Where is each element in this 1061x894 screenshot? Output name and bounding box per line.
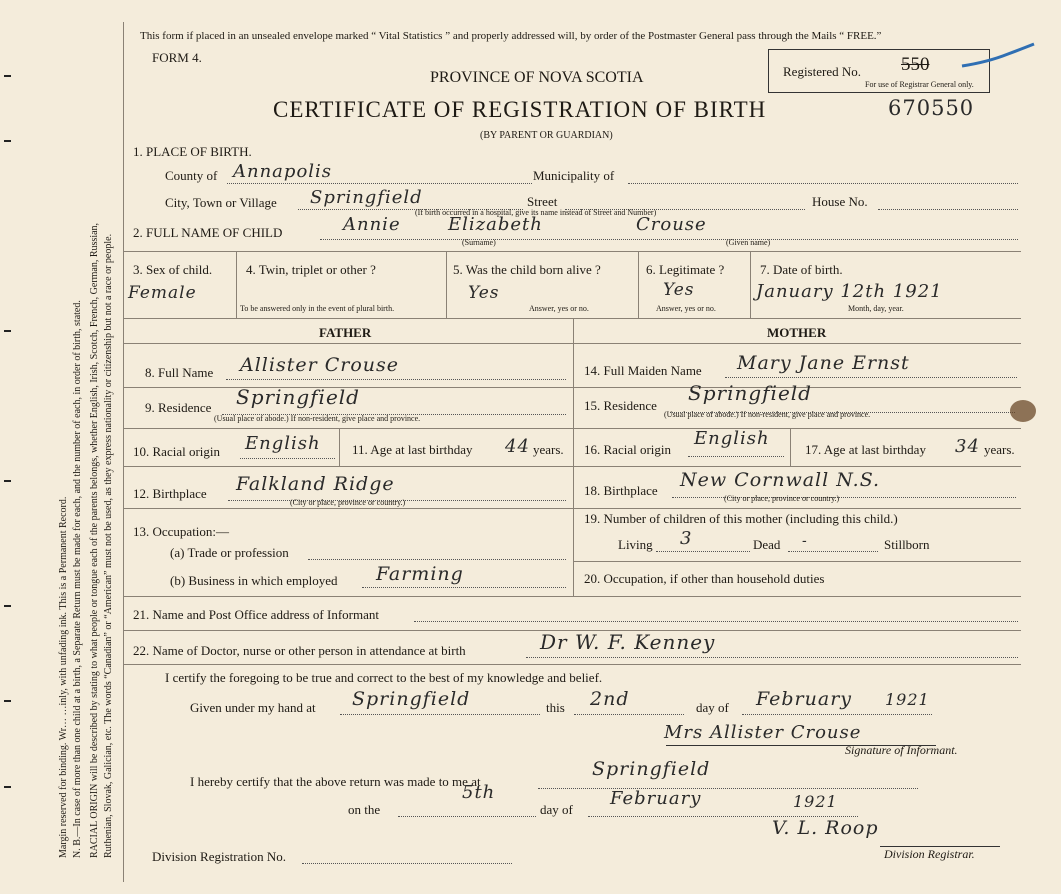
registered-label: Registered No. [783, 64, 861, 79]
certify-statement: I certify the foregoing to be true and correct to the best of my knowledge and belief. [165, 670, 603, 685]
on-day-of-label: day of [540, 802, 573, 817]
child-first-name: Annie [343, 214, 401, 235]
ink-stain [1010, 400, 1036, 422]
mother-years-label: years. [984, 442, 1015, 457]
mother-birthplace-value: New Cornwall N.S. [680, 469, 881, 491]
margin-mark [4, 480, 11, 482]
city-value: Springfield [310, 187, 423, 208]
made-place-value: Springfield [592, 758, 711, 780]
racial-note-1: RACIAL ORIGIN will be described by stating to what people or tongue each of the parents belongs, whether English, Irish, Scotch, French, German, Russian, [89, 222, 100, 858]
street-label: Street [527, 194, 558, 209]
trade-label: (a) Trade or profession [170, 545, 289, 560]
father-name-label: 8. Full Name [145, 365, 214, 380]
given-place-value: Springfield [352, 688, 471, 710]
father-residence-label: 9. Residence [145, 400, 212, 415]
father-heading: FATHER [319, 325, 372, 340]
day-of-label: day of [696, 700, 729, 715]
province-heading: PROVINCE OF NOVA SCOTIA [430, 69, 644, 86]
father-birthplace-label: 12. Birthplace [133, 486, 207, 501]
father-racial-label: 10. Racial origin [133, 444, 221, 459]
born-alive-value: Yes [468, 283, 500, 303]
certificate-subtitle: (BY PARENT OR GUARDIAN) [480, 130, 613, 141]
on-month-value: February [610, 788, 702, 809]
division-registrar-label: Division Registrar. [884, 847, 975, 861]
date-of-birth-value: January 12th 1921 [756, 281, 943, 302]
child-surname: Crouse [636, 214, 707, 235]
on-the-label: on the [348, 802, 381, 817]
county-label: County of [165, 168, 218, 183]
certificate-title: CERTIFICATE OF REGISTRATION OF BIRTH [273, 97, 767, 122]
attendant-label: 22. Name of Doctor, nurse or other person in attendance at birth [133, 643, 466, 658]
plurality-note: To be answered only in the event of plural birth. [240, 304, 395, 313]
dead-label: Dead [753, 537, 781, 552]
informant-signature-label: Signature of Informant. [845, 743, 958, 757]
mother-residence-note: (Usual place of abode.) If non-resident, give place and province. [664, 410, 871, 419]
given-day-value: 2nd [590, 688, 630, 710]
surname-note: (Surname) [462, 238, 496, 247]
living-value: 3 [680, 528, 693, 549]
place-of-birth-label: 1. PLACE OF BIRTH. [133, 144, 252, 159]
division-number-label: Division Registration No. [152, 849, 286, 864]
county-value: Annapolis [233, 161, 333, 182]
plurality-label: 4. Twin, triplet or other ? [246, 262, 376, 277]
informant-address-label: 21. Name and Post Office address of Informant [133, 607, 379, 622]
legitimate-label: 6. Legitimate ? [646, 262, 725, 277]
registrar-signature: V. L. Roop [772, 817, 879, 839]
date-of-birth-label: 7. Date of birth. [760, 262, 843, 277]
mother-name-label: 14. Full Maiden Name [584, 363, 702, 378]
margin-mark [4, 700, 11, 702]
given-name-note: (Given name) [726, 238, 771, 247]
father-birthplace-note: (City or place, province or country.) [290, 498, 406, 507]
father-name-value: Allister Crouse [240, 354, 399, 376]
father-birthplace-value: Falkland Ridge [236, 473, 395, 495]
hospital-note: (If birth occurred in a hospital, give its name instead of Street and Number) [415, 208, 657, 217]
father-residence-note: (Usual place of abode.) If non-resident, give place and province. [214, 414, 421, 423]
given-year-value: 1921 [885, 690, 930, 709]
mother-residence-label: 15. Residence [584, 398, 657, 413]
mother-name-value: Mary Jane Ernst [737, 352, 910, 374]
child-name-label: 2. FULL NAME OF CHILD [133, 225, 283, 240]
father-residence-value: Springfield [236, 385, 360, 409]
legitimate-note: Answer, yes or no. [656, 304, 716, 313]
margin-mark [4, 330, 11, 332]
mother-residence-value: Springfield [688, 381, 812, 405]
born-alive-note: Answer, yes or no. [529, 304, 589, 313]
postal-notice: This form if placed in an unsealed envelope marked “ Vital Statistics ” and properly addressed will, by order of the Postmaster General pass through the Mails “ FREE.” [140, 30, 882, 42]
dead-value: - [802, 533, 808, 549]
form-number: FORM 4. [152, 50, 202, 65]
margin-mark [4, 786, 11, 788]
hereby-certify-label: I hereby certify that the above return was made to me at [190, 774, 481, 789]
attendant-value: Dr W. F. Kenney [540, 630, 716, 654]
mother-birthplace-label: 18. Birthplace [584, 483, 658, 498]
handwritten-number: 670550 [888, 96, 975, 120]
informant-signature: Mrs Allister Crouse [664, 722, 862, 743]
father-age-value: 44 [505, 436, 530, 457]
mother-birthplace-note: (City or place, province or country.) [724, 494, 840, 503]
municipality-label: Municipality of [533, 168, 615, 183]
stillborn-label: Stillborn [884, 537, 930, 552]
father-years-label: years. [533, 442, 564, 457]
blue-check-mark [958, 42, 1038, 72]
business-value: Farming [376, 563, 464, 585]
sex-label: 3. Sex of child. [133, 262, 213, 277]
nb-note: N. B.—In case of more than one child at a birth, a Separate Return must be made for each, and the number of each, in order of birth, stated. [72, 300, 83, 858]
margin-mark [4, 140, 11, 142]
house-no-label: House No. [812, 194, 868, 209]
father-racial-value: English [245, 433, 321, 454]
mother-occupation-label: 20. Occupation, if other than household duties [584, 571, 825, 586]
mother-age-value: 34 [955, 436, 980, 457]
registered-number: 550 [901, 54, 930, 75]
mother-heading: MOTHER [767, 325, 827, 340]
registered-note: For use of Registrar General only. [865, 80, 974, 89]
on-day-value: 5th [462, 782, 496, 803]
city-label: City, Town or Village [165, 195, 277, 210]
father-age-label: 11. Age at last birthday [352, 442, 473, 457]
children-label: 19. Number of children of this mother (including this child.) [584, 511, 898, 526]
mother-racial-label: 16. Racial origin [584, 442, 672, 457]
registered-box [768, 49, 990, 93]
on-year-value: 1921 [793, 792, 838, 811]
mother-racial-value: English [694, 428, 770, 449]
mother-age-label: 17. Age at last birthday [805, 442, 926, 457]
legitimate-value: Yes [663, 280, 695, 300]
form-left-border [123, 22, 124, 882]
living-label: Living [618, 537, 653, 552]
margin-note: Margin reserved for binding. Wr… …inly, with unfading ink. This is a Permanent Record. [58, 496, 69, 858]
this-label: this [546, 700, 565, 715]
sex-value: Female [128, 283, 197, 303]
business-label: (b) Business in which employed [170, 573, 338, 588]
racial-note-2: Ruthenian, Slovak, Galician, etc. The words “Canadian” or “American” must not be used, as they express nationality or citizenship but not a race or people. [103, 233, 114, 858]
given-under-label: Given under my hand at [190, 700, 316, 715]
child-middle-name: Elizabeth [448, 214, 543, 235]
date-of-birth-note: Month, day, year. [848, 304, 904, 313]
margin-mark [4, 605, 11, 607]
born-alive-label: 5. Was the child born alive ? [453, 262, 601, 277]
occupation-label: 13. Occupation:— [133, 524, 230, 539]
margin-mark [4, 75, 11, 77]
given-month-value: February [756, 688, 853, 710]
